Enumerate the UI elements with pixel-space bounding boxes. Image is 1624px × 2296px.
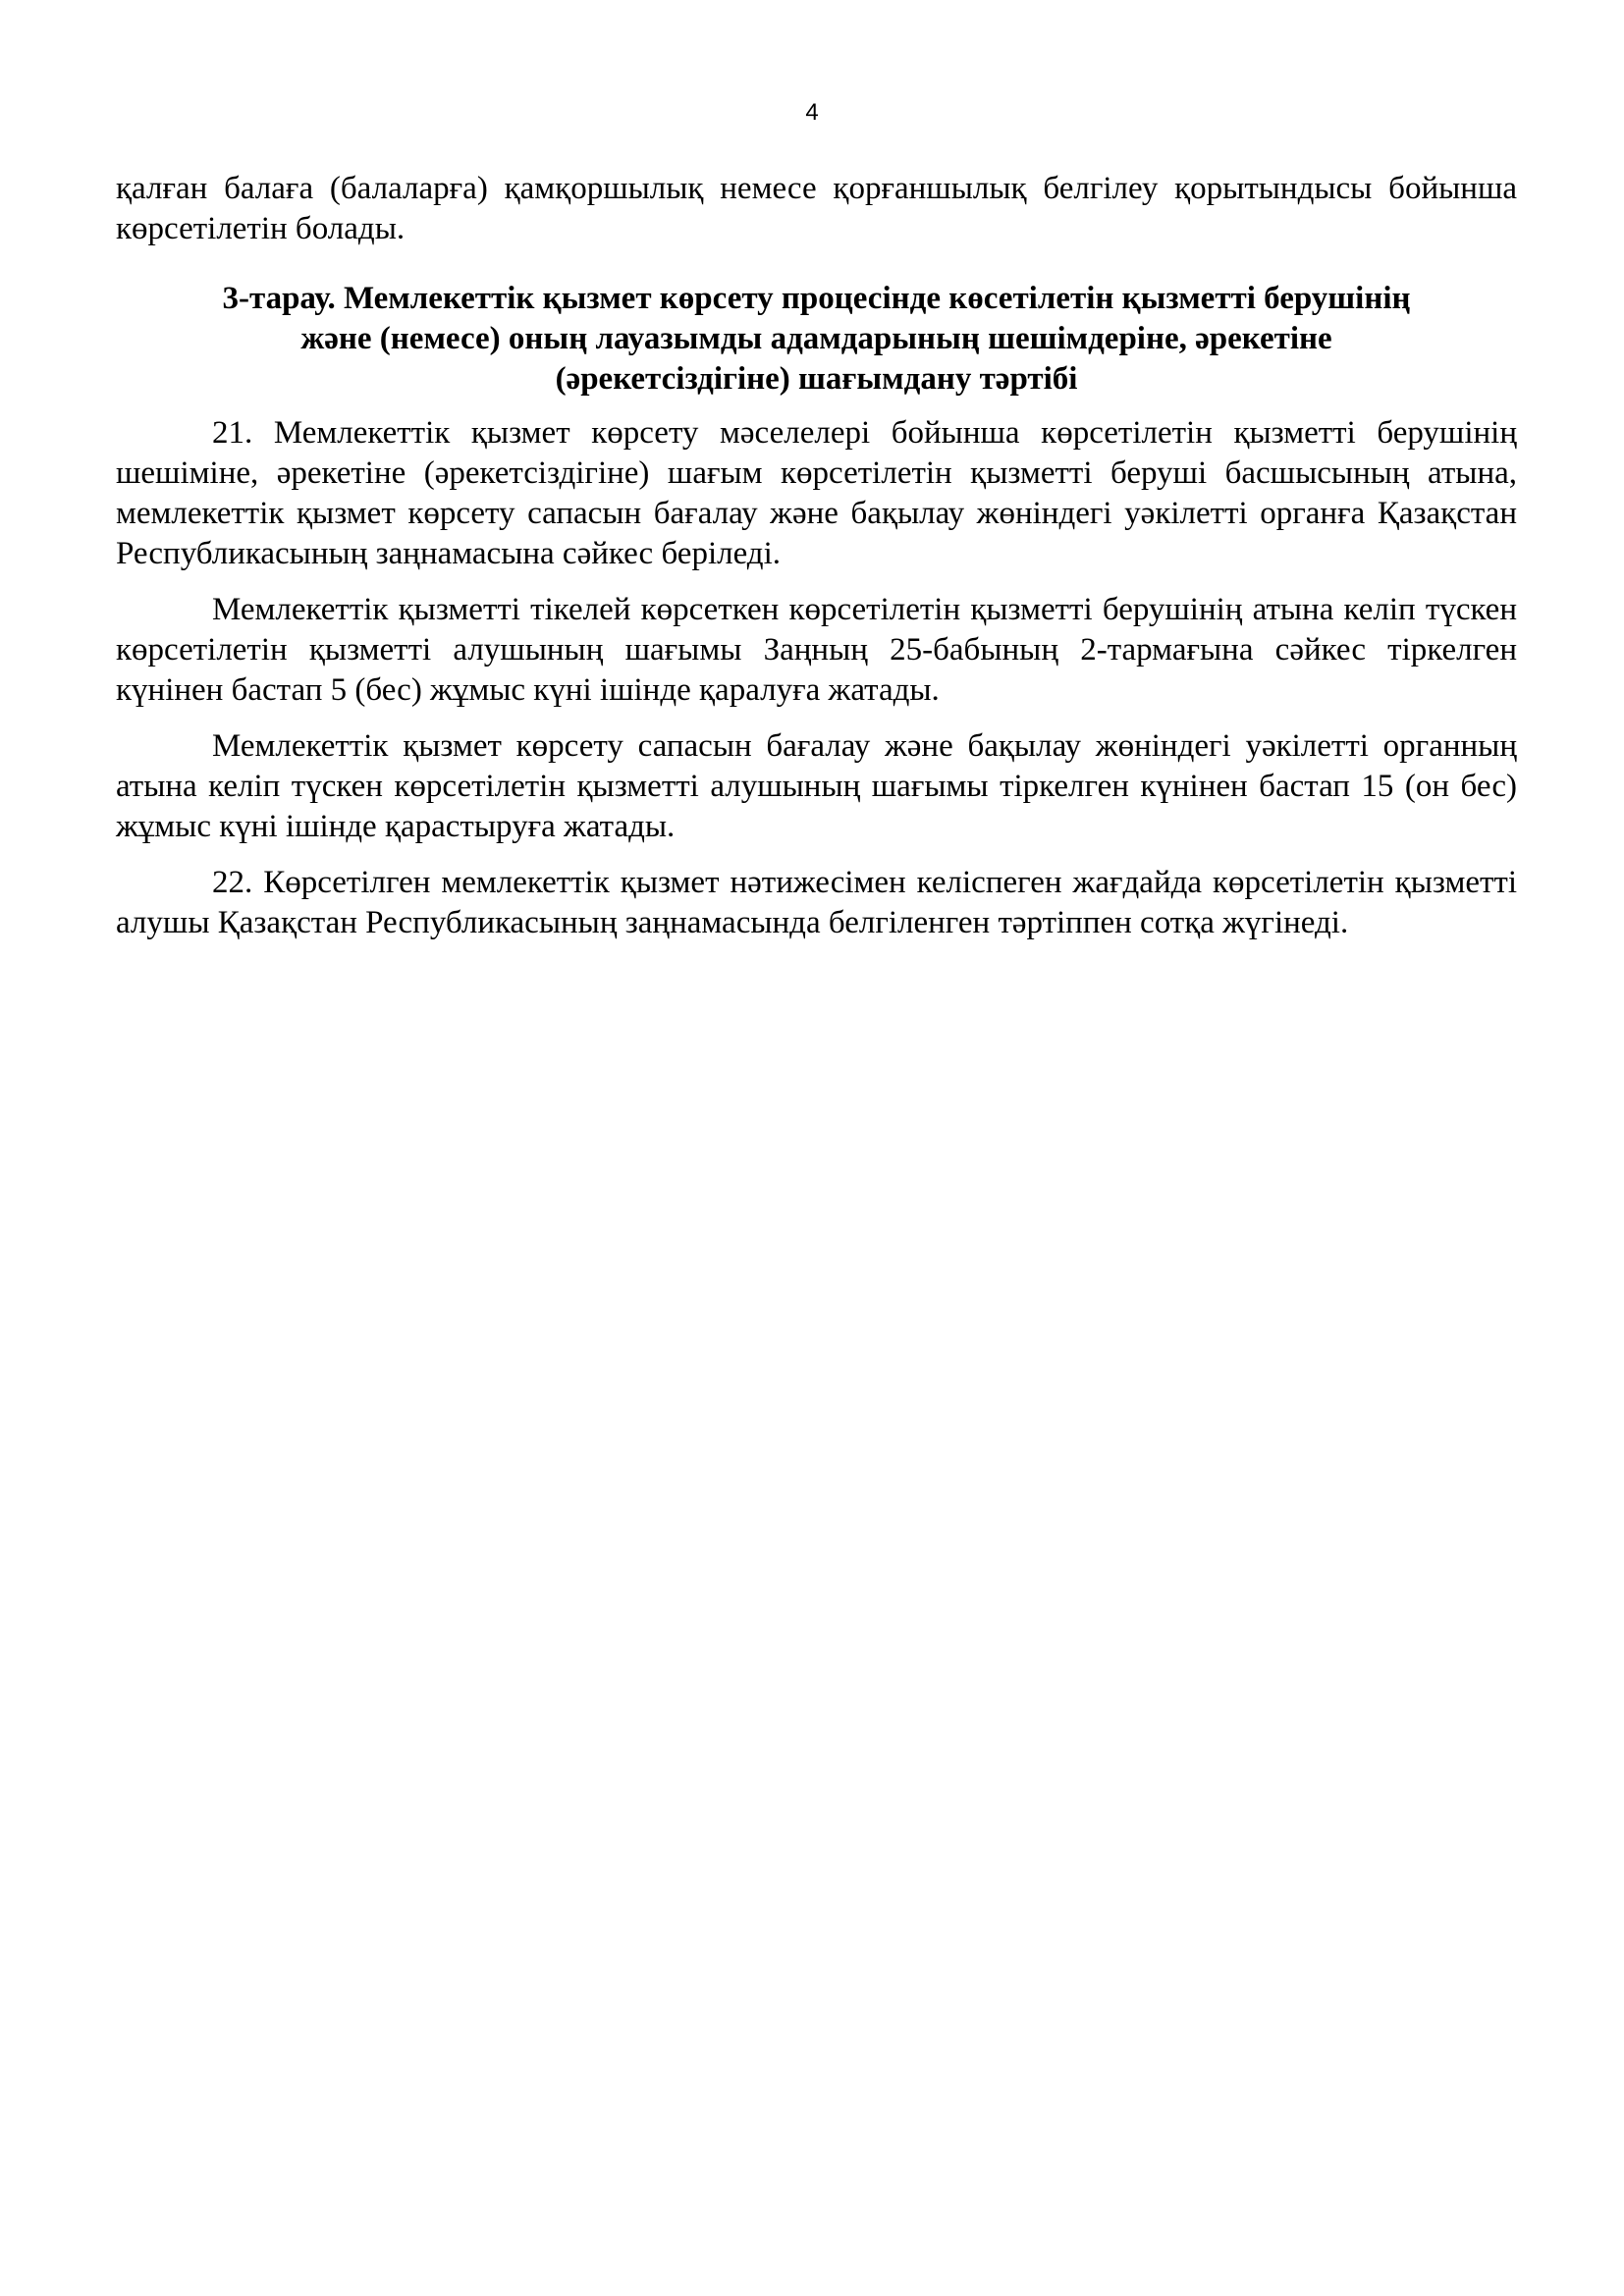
section-heading [116, 279, 1517, 400]
paragraph-21: 21. Мемлекеттік қызмет көрсету мәселелері бойынша көрсетілетін қызметті берушінің шешіміне, әрекетіне (әрекетсіздігіне) шағым көрсетілетін қызметті беруші басшысының атына, мемлекеттік қызмет көрсету сапасын бағалау және бақылау жөніндегі уәкілетті органға Қазақстан Республикасының заңнамасына сәйкес беріледі. [116, 415, 1517, 571]
paragraph-22: 22. Көрсетілген мемлекеттік қызмет нәтижесімен келіспеген жағдайда көрсетілетін қызметті алушы Қазақстан Республикасының заңнамасында белгіленген тәртіппен сотқа жүгінеді. [116, 865, 1517, 940]
document-body [116, 169, 1517, 959]
continuation-paragraph: қалған балаға (балаларға) қамқоршылық немесе қорғаншылық белгілеу қорытындысы бойынша көрсетілетін болады. [116, 171, 1517, 246]
section-heading-line-3: (әрекетсіздігіне) шағымдану тәртібі [555, 361, 1078, 397]
paragraph-authorized-body-complaint: Мемлекеттік қызмет көрсету сапасын бағалау және бақылау жөніндегі уәкілетті органның атына келіп түскен көрсетілетін қызметті алушының шағымы тіркелген күнінен бастап 15 (он бес) жұмыс күні ішінде қарастыруға жатады. [116, 728, 1517, 844]
page-number: 4 [805, 99, 819, 126]
section-heading-line-1: 3-тарау. Мемлекеттік қызмет көрсету процесінде көсетілетін қызметті берушінің [222, 281, 1411, 316]
paragraph-direct-provider-complaint: Мемлекеттік қызметті тікелей көрсеткен көрсетілетін қызметті берушінің атына келіп түскен көрсетілетін қызметті алушының шағымы Заңның 25-бабының 2-тармағына сәйкес тіркелген күнінен бастап 5 (бес) жұмыс күні ішінде қаралуға жатады. [116, 592, 1517, 708]
section-heading-line-2: және (немесе) оның лауазымды адамдарының шешімдеріне, әрекетіне [300, 321, 1332, 356]
